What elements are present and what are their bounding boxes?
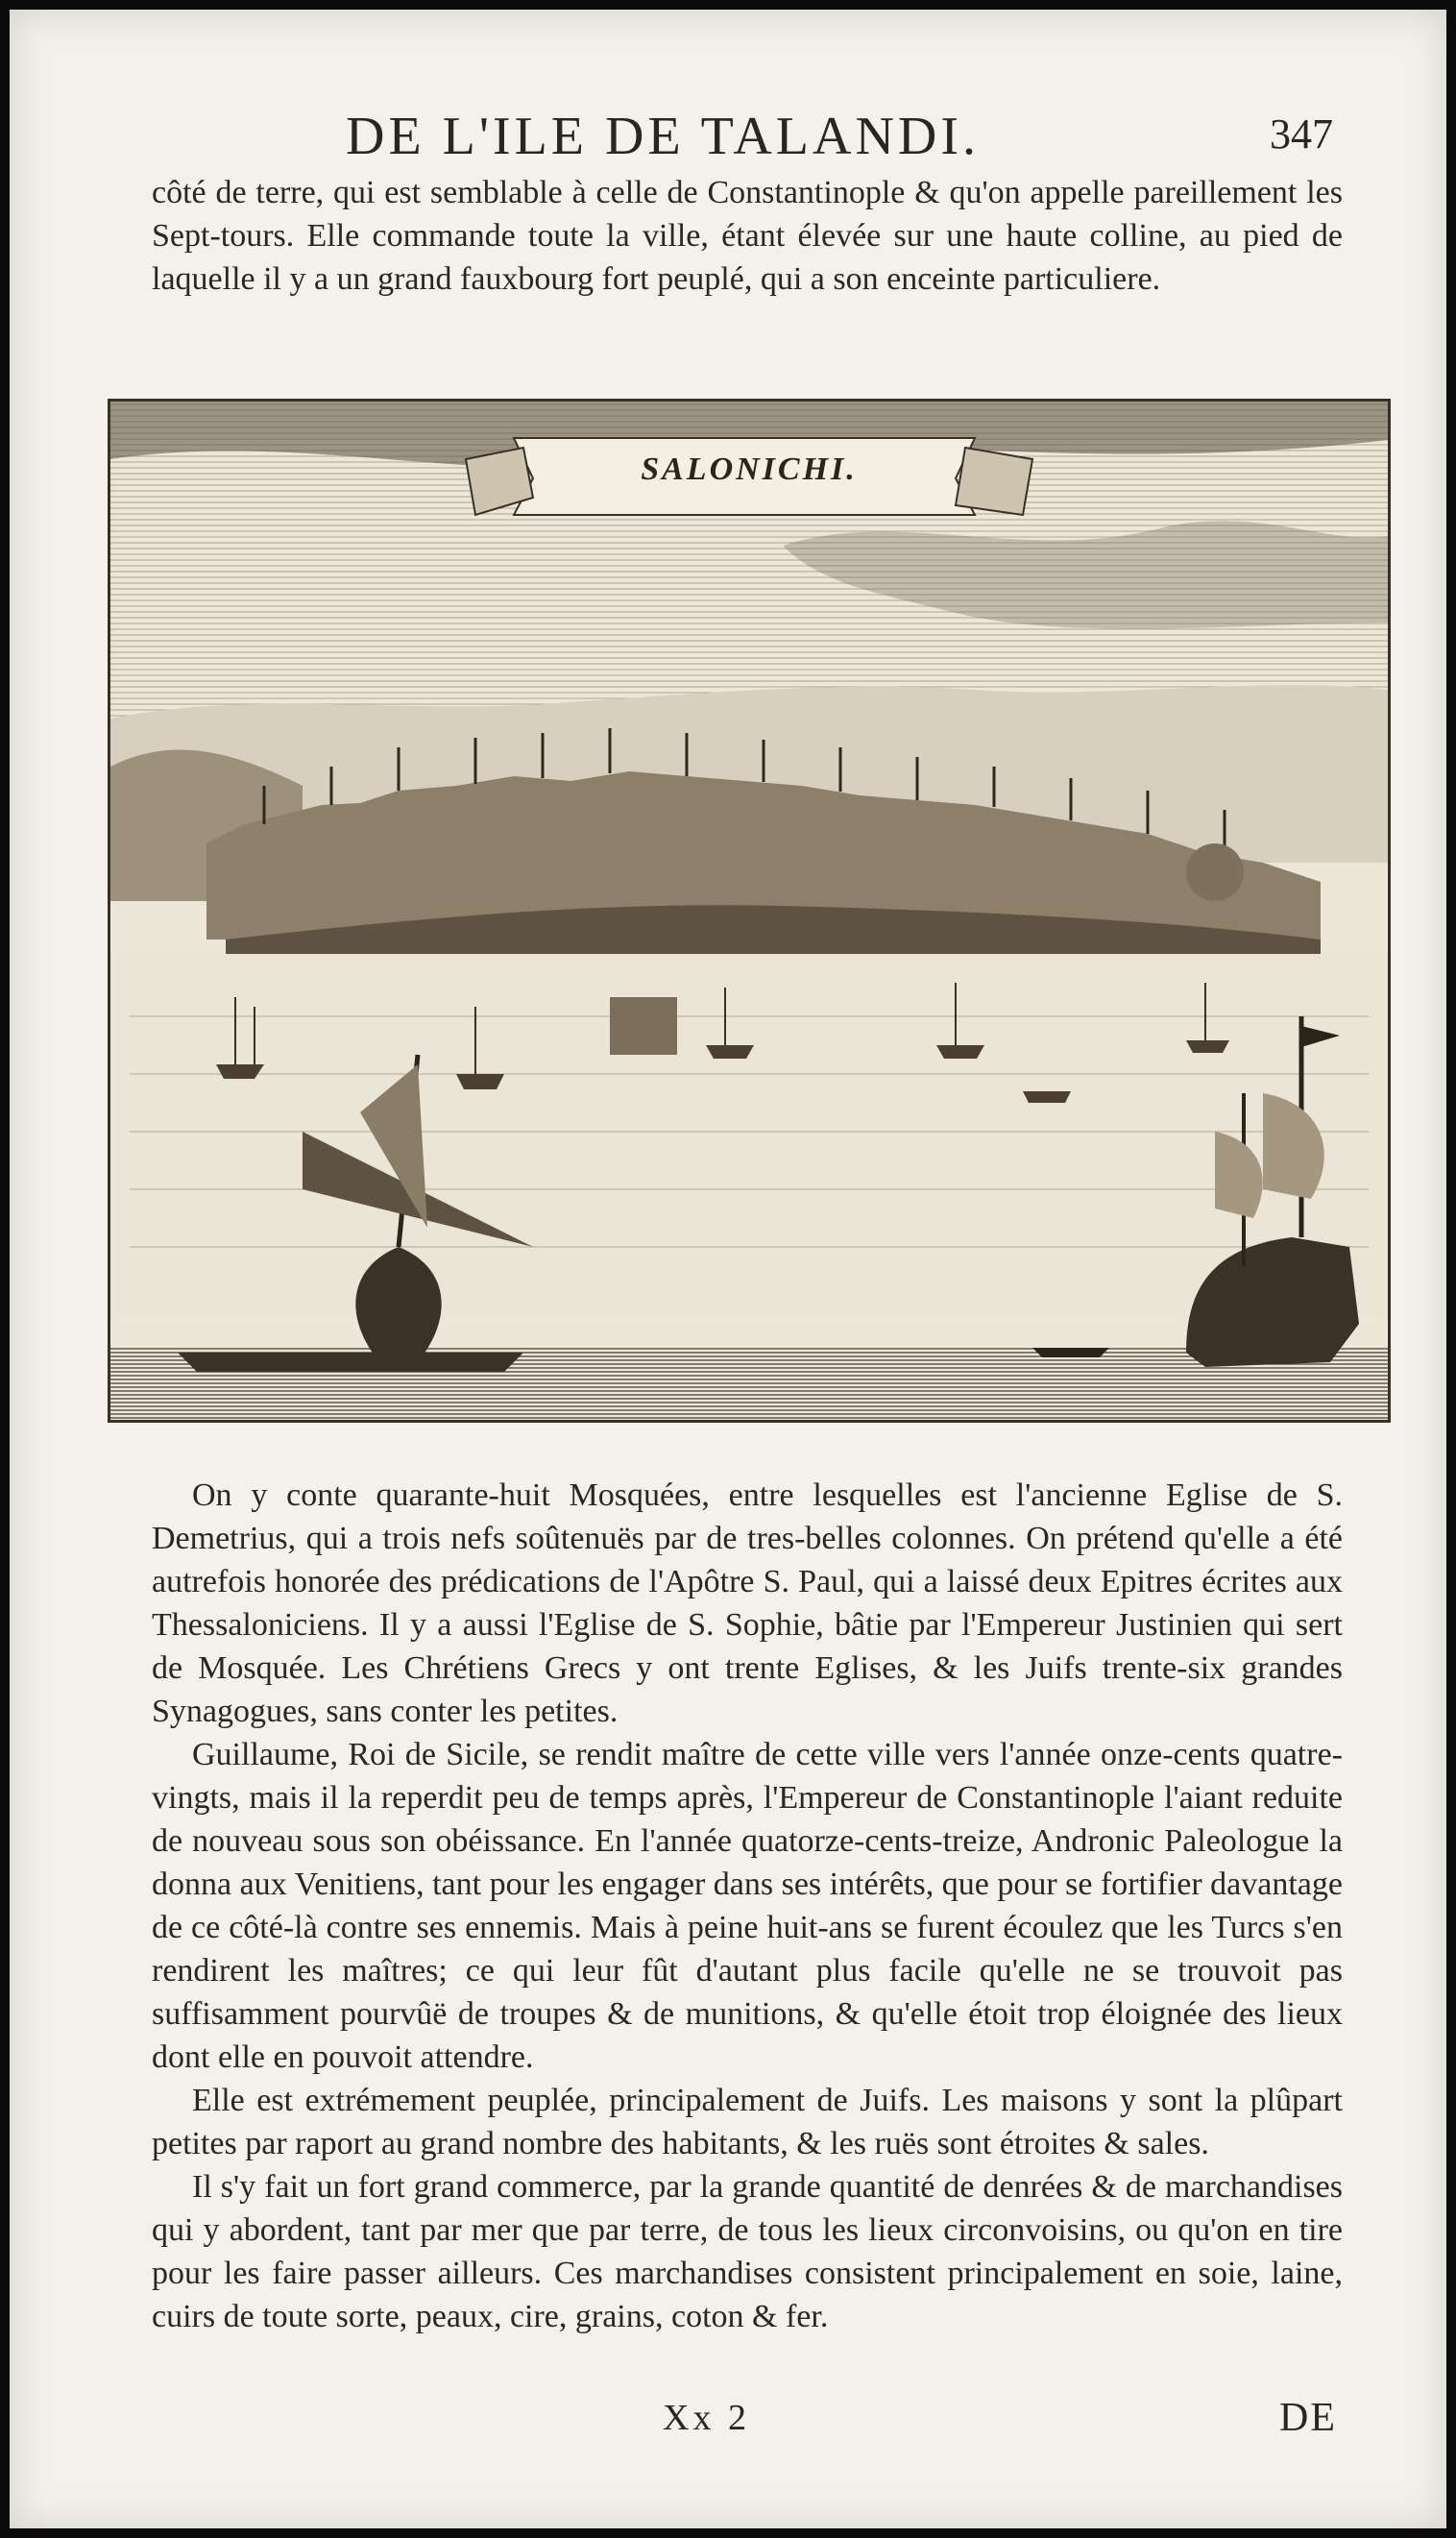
page-header	[10, 106, 1446, 173]
paragraph-commerce: Il s'y fait un fort grand commerce, par la grande quantité de denrées & de marchandises qui y abordent, tant par mer que par terre, de tous les lieux circonvoisins, ou qu'on en tire pour les faire passer ailleurs. Ces marchandises consistent principalement en soie, laine, cuirs de toute sorte, peaux, cire, grains, coton & fer.	[152, 2169, 1343, 2334]
page-number: 347	[1270, 110, 1333, 158]
harbor-tower	[610, 997, 677, 1055]
signature-mark: Xx 2	[663, 2398, 750, 2438]
paragraph-history: Guillaume, Roi de Sicile, se rendit maître de cette ville vers l'année onze-cents quatre-vingts, mais il la reperdit peu de temps après, l'Empereur de Constantinople l'aiant reduite de nouveau sous son obéissance. En l'année quatorze-cents-treize, Andronic Paleologue la donna aux Venitiens, tant pour les engager dans ses intérêts, que pour se fortifier davantage de ce côté-là contre ses ennemis. Mais à peine huit-ans se furent écoulez que les Turcs s'en rendirent les maîtres; ce qui leur fût d'autant plus facile qu'elle ne se trouvoit pas suffisamment pourvûë de troupes & de munitions, & qu'elle étoit trop éloignée des lieux dont elle en pouvoit attendre.	[152, 1737, 1343, 2075]
salonichi-engraving	[108, 399, 1391, 1423]
harbor-illustration	[110, 402, 1388, 1420]
paragraph-mosques: On y conte quarante-huit Mosquées, entre lesquelles est l'ancienne Eglise de S. Demetrius, qui a trois nefs soûtenuës par de tres-belles colonnes. On prétend qu'elle a été autrefois honorée des prédications de l'Apôtre S. Paul, qui a laissé deux Epitres écrites aux Thessaloniciens. Il y a aussi l'Eglise de S. Sophie, bâtie par l'Empereur Justinien qui sert de Mosquée. Les Chrétiens Grecs y ont trente Eglises, & les Juifs trente-six grandes Synagogues, sans conter les petites.	[152, 1477, 1343, 1729]
page-footer	[10, 2397, 1446, 2454]
fortress-dome	[1186, 843, 1244, 901]
book-page	[10, 10, 1446, 2528]
body-text	[152, 1474, 1343, 2338]
intro-text	[152, 171, 1343, 301]
rowboat	[1032, 1348, 1109, 1357]
intro-paragraph: côté de terre, qui est semblable à celle de Constantinople & qu'on appelle pareillement les Sept-tours. Elle commande toute la ville, étant élevée sur une haute colline, au pied de laquelle il y a un grand fauxbourg fort peuplé, qui a son enceinte particuliere.	[152, 175, 1343, 297]
catchword: DE	[1279, 2396, 1337, 2440]
engraving-title: SALONICHI.	[641, 451, 858, 487]
sea	[110, 954, 1388, 1319]
foreground-water	[110, 1348, 1388, 1420]
paragraph-population: Elle est extrémement peuplée, principalement de Juifs. Les maisons y sont la plûpart petites par raport au grand nombre des habitants, & les ruës sont étroites & sales.	[152, 2083, 1343, 2161]
running-title: DE L'ILE DE TALANDI.	[346, 107, 980, 166]
